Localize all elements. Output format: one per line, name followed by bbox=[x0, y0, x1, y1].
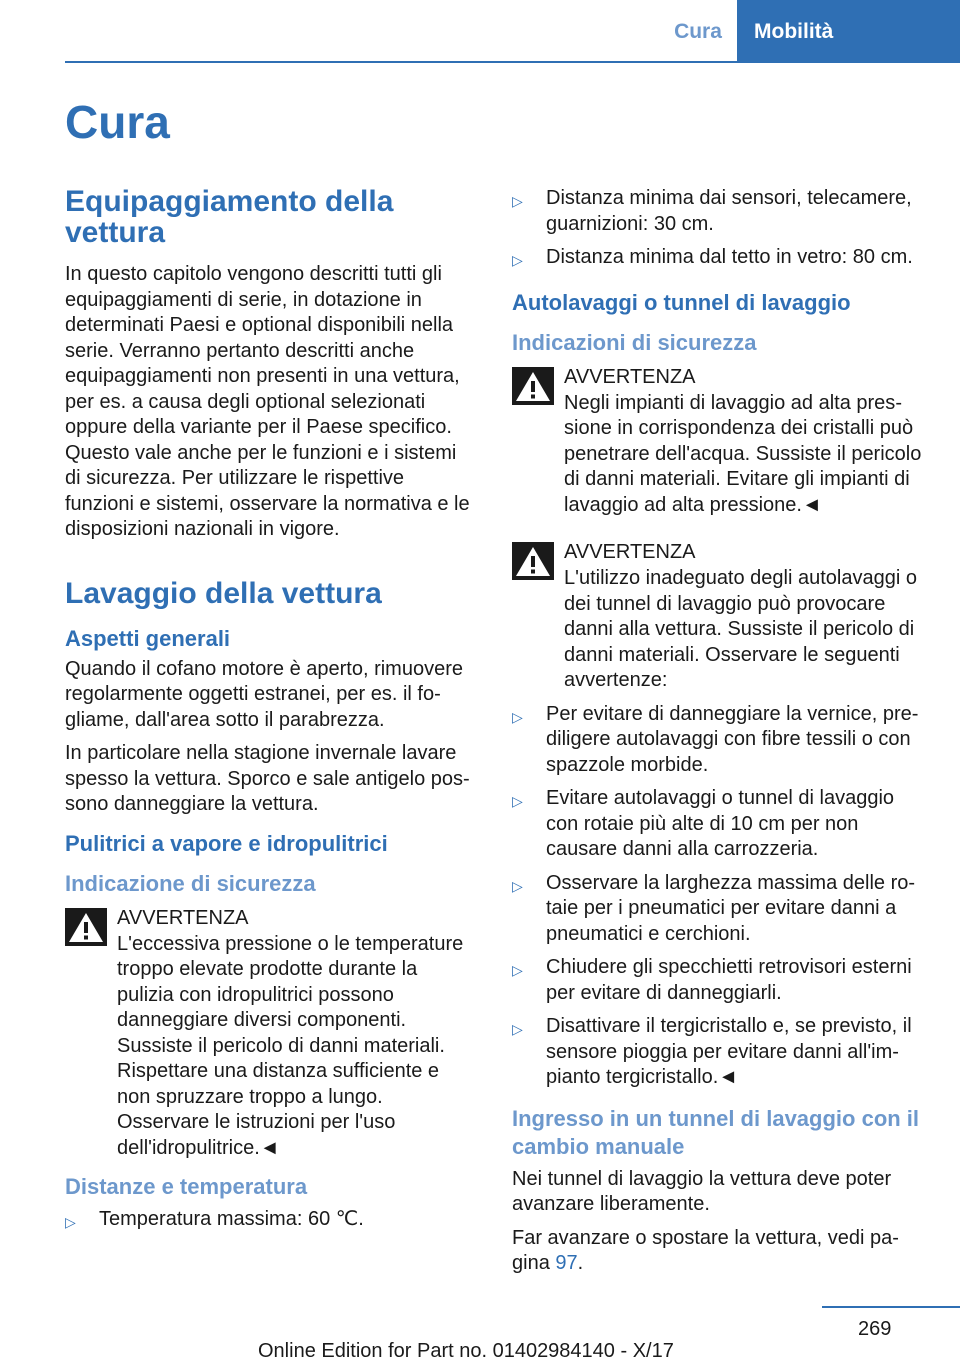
warning-triangle-icon bbox=[65, 908, 107, 946]
list-item: ▷ Distanza minima dal tetto in vetro: 80 cm. bbox=[512, 245, 930, 271]
warning-text: L'utilizzo inadeguato degli autolavaggi o dei tunnel di lavaggio può provocare danni alla vettura. Sussiste il pericolo di danni materiali. Osservare le seguenti avvertenze: bbox=[564, 567, 917, 691]
page-reference-link[interactable]: 97 bbox=[555, 1252, 578, 1274]
distance-list bbox=[65, 1207, 475, 1233]
page-number: 269 bbox=[858, 1318, 892, 1340]
list-item: ▷ Evitare autolavaggi o tunnel di lavaggio con rotaie più alte di 10 cm per non causare danni alla carrozzeria. bbox=[512, 787, 895, 860]
section-tab-cura[interactable]: Cura bbox=[674, 20, 722, 43]
general-heading: Aspetti generali bbox=[65, 625, 231, 651]
warning-head bbox=[512, 363, 930, 519]
general-paragraph-2: In particolare nella stagione invernale lavare spesso la vettura. Sporco e sale antigelo possono danneggiare la vettura. bbox=[65, 742, 470, 815]
warning-title: AVVERTENZA bbox=[564, 365, 696, 388]
warning-head bbox=[512, 538, 930, 694]
triangle-right-icon: ▷ bbox=[512, 193, 523, 209]
equipment-heading: Equipaggiamento della vettura bbox=[65, 185, 394, 249]
triangle-right-icon: ▷ bbox=[512, 793, 523, 809]
warning-text: L'eccessiva pressione o le temperature troppo elevate prodotte durante la pulizia con idropulitrici possono danneggiare diversi componenti. Sussiste il pericolo di danni materiali. Rispettare una distanza sufficiente e non spruzzare troppo a lungo. Osservare le istruzioni per l'uso dell'idropulitrice.◄ bbox=[117, 932, 464, 1159]
steam-cleaners-heading: Pulitrici a vapore e idropulitrici bbox=[65, 830, 388, 856]
warning-title: AVVERTENZA bbox=[117, 906, 249, 929]
car-wash-tunnel-heading: Autolavaggi o tunnel di lavaggio bbox=[512, 289, 851, 315]
list-item: ▷ Chiudere gli specchietti retrovisori esterni per evitare di danneggiarli. bbox=[512, 956, 912, 1004]
warning-text: Negli impianti di lavaggio ad alta pressione in corrispondenza dei cristalli può penetrare dell'acqua. Sussiste il pericolo di danni materiali. Evitare gli impianti di lavaggio ad alta pressione.◄ bbox=[564, 391, 922, 516]
warning-triangle-icon bbox=[512, 542, 554, 580]
warning-block-high-pressure bbox=[512, 363, 930, 519]
page-header bbox=[0, 0, 960, 62]
list-item: ▷ Per evitare di danneggiare la vernice, prediligere autolavaggi con fibre tessili o con spazzole morbide. bbox=[512, 702, 919, 776]
car-wash-heading: Lavaggio della vettura bbox=[65, 576, 382, 610]
list-item: ▷ Osservare la larghezza massima delle rotaie per i pneumatici per evitare danni a pneumatici e cerchioni. bbox=[512, 871, 916, 945]
general-paragraph-1: Quando il cofano motore è aperto, rimuovere regolarmente oggetti estranei, per es. il fogliame, dall'area sotto il parabrezza. bbox=[65, 657, 463, 731]
distances-heading: Distanze e temperatura bbox=[65, 1174, 308, 1199]
right-column bbox=[512, 186, 930, 1285]
safety-notes-heading: Indicazioni di sicurezza bbox=[512, 329, 757, 355]
equipment-text: In questo capitolo vengono descritti tutti gli equipaggiamenti di serie, in dotazione in determinati Paesi e optional disponibili nella serie. Verranno pertanto descritti anche equipaggiamenti non presenti in una vettura, per es. a causa degli optional selezionati oppure della variante per il Paese specifico. Questo vale anche per le funzioni e i sistemi di sicurezza. Per utilizzare le rispettive funzioni e sistemi, osservare la normativa e le disposizioni nazionali in vigore. bbox=[65, 263, 470, 540]
left-column bbox=[65, 262, 475, 1241]
triangle-right-icon: ▷ bbox=[512, 252, 523, 268]
header-divider bbox=[65, 61, 960, 63]
page-title: Cura bbox=[65, 96, 170, 148]
warning-block-pressure bbox=[65, 904, 475, 1162]
manual-paragraph-1: Nei tunnel di lavaggio la vettura deve poter avanzare liberamente. bbox=[512, 1167, 892, 1215]
triangle-right-icon: ▷ bbox=[512, 962, 523, 978]
footer-divider bbox=[822, 1306, 960, 1308]
chapter-tab-mobilita[interactable]: Mobilità bbox=[737, 0, 960, 62]
edition-footer: Online Edition for Part no. 01402984140 - X/17 bbox=[258, 1340, 674, 1362]
triangle-right-icon: ▷ bbox=[512, 877, 523, 894]
distance-list-continued bbox=[512, 186, 930, 271]
warning-triangle-icon bbox=[512, 367, 554, 405]
car-wash-warning-list bbox=[512, 702, 930, 1091]
warning-block-car-wash bbox=[512, 538, 930, 1091]
triangle-right-icon: ▷ bbox=[512, 1021, 523, 1037]
manual-transmission-heading: Ingresso in un tunnel di lavaggio con il cambio manuale bbox=[512, 1105, 920, 1159]
warning-head bbox=[65, 904, 475, 1162]
safety-note-heading: Indicazione di sicurezza bbox=[65, 870, 316, 896]
manual-paragraph-2: Far avanzare o spostare la vettura, vedi pagina 97. bbox=[512, 1226, 899, 1274]
list-item: ▷ Temperatura massima: 60 ℃. bbox=[65, 1207, 475, 1233]
triangle-right-icon: ▷ bbox=[512, 708, 523, 725]
warning-title: AVVERTENZA bbox=[564, 541, 696, 563]
list-item: ▷ Disattivare il tergicristallo e, se previsto, il sensore pioggia per evitare danni all'impianto tergicristallo.◄ bbox=[512, 1015, 912, 1088]
list-item: ▷ Distanza minima dai sensori, telecamere, guarnizioni: 30 cm. bbox=[512, 187, 912, 235]
triangle-right-icon: ▷ bbox=[65, 1214, 76, 1230]
